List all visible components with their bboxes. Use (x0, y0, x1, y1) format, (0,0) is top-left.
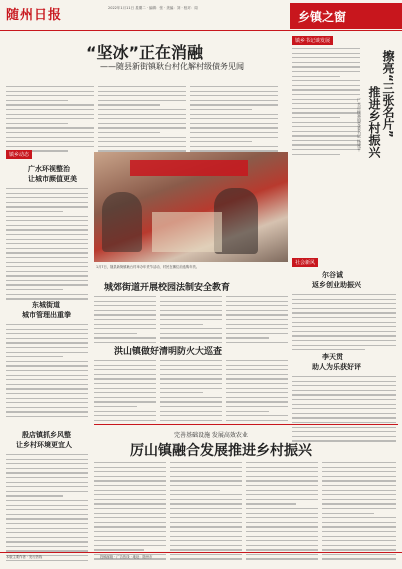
middle-article-1-col-2 (160, 296, 222, 347)
photo-goods-table (152, 212, 222, 252)
tag-right-mid: 社会新风 (292, 258, 318, 267)
right-byline: 广水市杨寨镇党委书记 杨建平 (357, 98, 362, 152)
right-article-2 (292, 376, 396, 445)
left-article-2 (6, 324, 88, 420)
bottom-article-col-1 (94, 462, 166, 563)
left-h1b: 让城市颜值更美 (28, 175, 77, 183)
tag-right-top: 镇乡书记谈发展 (292, 36, 333, 45)
masthead-meta: 2022年1月11日 星期二 · 编辑：张 · 美编：刘 · 校对：周 (108, 6, 198, 10)
bottom-kicker: 完善基础设施 发展高效农业 (174, 432, 248, 439)
bottom-article-col-2 (170, 462, 242, 563)
photo-red-banner (130, 160, 248, 176)
middle-article-2-col-1 (94, 360, 156, 424)
photo-person-1 (102, 192, 142, 252)
middle-h1: 城郊街道开展校园法制安全教育 (104, 283, 231, 293)
main-photo (94, 152, 288, 262)
main-photo-caption: 1月7日，随县新街镇耿台村举办年货节活动，村民在摊位前选购年货。 (96, 265, 200, 269)
section-banner (290, 3, 402, 29)
right-h-mid2: 李天贯 (322, 353, 343, 361)
right-h-mid2b: 助人为乐获好评 (312, 363, 361, 371)
left-article-1 (6, 188, 88, 303)
footer-right: 投稿邮箱 · 广告热线 · 地址：随州市 (100, 555, 153, 559)
bottom-article-col-3 (246, 462, 318, 563)
middle-article-1-col-1 (94, 296, 156, 347)
footer-rule (0, 552, 402, 553)
right-h-mid1b: 返乡创业助振兴 (312, 281, 361, 289)
header-rule (0, 30, 402, 31)
left-h3: 殷店镇抓乡风整 (22, 431, 71, 439)
right-vertical-title-2: 推进乡村振兴 (367, 86, 381, 158)
main-article-col-3 (190, 86, 278, 155)
left-article-3 (6, 454, 88, 564)
right-feature (290, 46, 398, 206)
bottom-article-col-4 (322, 462, 396, 563)
tag-left-top: 镇乡动态 (6, 150, 32, 159)
left-h2b: 城市管理出重拳 (22, 311, 71, 319)
main-article-col-2 (98, 86, 186, 155)
main-article-col-1 (6, 86, 94, 155)
bottom-title: 厉山镇融合发展推进乡村振兴 (130, 443, 312, 459)
newspaper-logo: 随州日报 (6, 8, 63, 23)
left-h1: 广水环视整治 (28, 165, 70, 173)
right-vertical-title-1: 擦亮“三张名片” (381, 50, 395, 138)
middle-article-1-col-3 (226, 296, 288, 347)
left-h3b: 让乡村环境更宜人 (16, 441, 72, 449)
right-h-mid1: 尔谷诚 (322, 271, 343, 279)
section-title: 乡镇之窗 (298, 10, 347, 24)
middle-h2: 洪山镇做好清明防火大巡查 (114, 347, 223, 357)
bottom-rule (94, 424, 398, 425)
middle-article-2-col-3 (226, 360, 288, 424)
main-subtitle: ——随县新街镇耿台村化解村级债务见闻 (100, 62, 244, 71)
right-article-1 (292, 294, 396, 354)
left-h2: 东城街道 (32, 301, 60, 309)
footer-left: 本版主要作者 · 发行热线 (6, 555, 43, 559)
middle-article-2-col-2 (160, 360, 222, 424)
main-title: “坚冰”正在消融 (86, 43, 204, 62)
